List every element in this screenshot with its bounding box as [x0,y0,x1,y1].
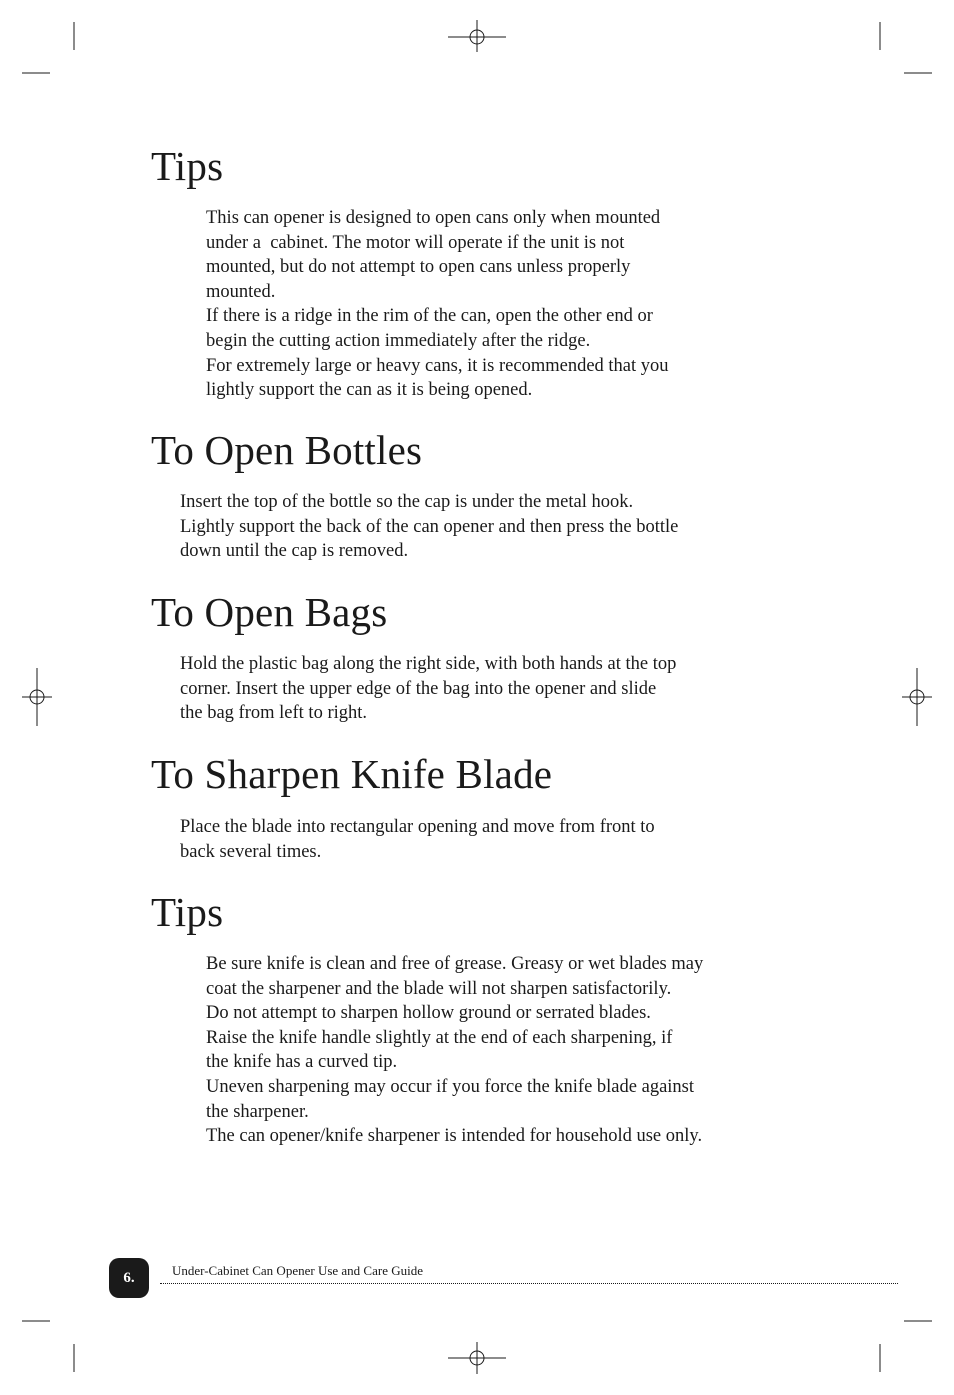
text-line: For extremely large or heavy cans, it is recommended that you [206,355,669,376]
section-heading: To Open Bottles [151,427,423,473]
text-line: Raise the knife handle slightly at the end of each sharpening, if [206,1027,673,1048]
text-line: back several times. [180,841,322,862]
section-body [180,815,655,864]
text-line: down until the cap is removed. [180,541,409,562]
text-line: Place the blade into rectangular opening and move from front to [180,817,655,837]
text-line: mounted, but do not attempt to open cans unless properly [206,257,631,278]
text-line: mounted. [206,281,276,302]
text-line: This can opener is designed to open cans only when mounted [206,208,661,228]
section-heading: Tips [151,143,224,189]
text-line: Do not attempt to sharpen hollow ground or serrated blades. [206,1003,651,1024]
text-line: Lightly support the back of the can opener and then press the bottle [180,516,679,537]
registration-mark-top [448,20,506,52]
page-number-badge: 6. [109,1258,149,1298]
section-heading: To Open Bags [151,589,388,635]
registration-mark-right [902,668,932,726]
section-heading: Tips [151,889,224,935]
section-body [206,952,703,1149]
text-line: coat the sharpener and the blade will not sharpen satisfactorily. [206,978,672,999]
text-line: begin the cutting action immediately after the ridge. [206,330,591,351]
text-line: Hold the plastic bag along the right side, with both hands at the top [180,654,677,674]
text-line: the sharpener. [206,1101,309,1122]
text-line: lightly support the can as it is being opened. [206,380,533,401]
paragraph [206,1124,703,1149]
paragraph [180,652,676,726]
paragraph [180,490,678,564]
paragraph [206,1075,703,1124]
text-line: under a cabinet. The motor will operate if the unit is not [206,232,625,253]
text-line: the bag from left to right. [180,703,368,724]
section-body [180,490,678,564]
footer-title: Under-Cabinet Can Opener Use and Care Guide [172,1263,423,1278]
paragraph [180,815,655,864]
registration-mark-bottom [448,1342,506,1374]
paragraph [206,304,669,353]
footer-dotted-rule [160,1283,898,1284]
text-line: the knife has a curved tip. [206,1052,398,1073]
text-line: corner. Insert the upper edge of the bag into the opener and slide [180,678,657,699]
section-body [206,206,669,403]
registration-mark-left [22,668,52,726]
text-line: Uneven sharpening may occur if you force the knife blade against [206,1076,695,1097]
paragraph [206,354,669,403]
paragraph [206,206,669,304]
section-heading: To Sharpen Knife Blade [151,751,553,797]
section-body [180,652,676,726]
paragraph [206,1001,703,1026]
text-line: If there is a ridge in the rim of the can, open the other end or [206,306,653,327]
text-line: Be sure knife is clean and free of grease. Greasy or wet blades may [206,954,704,974]
paragraph [206,1026,703,1075]
paragraph [206,952,703,1001]
text-line: Insert the top of the bottle so the cap is under the metal hook. [180,492,634,512]
text-line: The can opener/knife sharpener is intended for household use only. [206,1126,703,1147]
